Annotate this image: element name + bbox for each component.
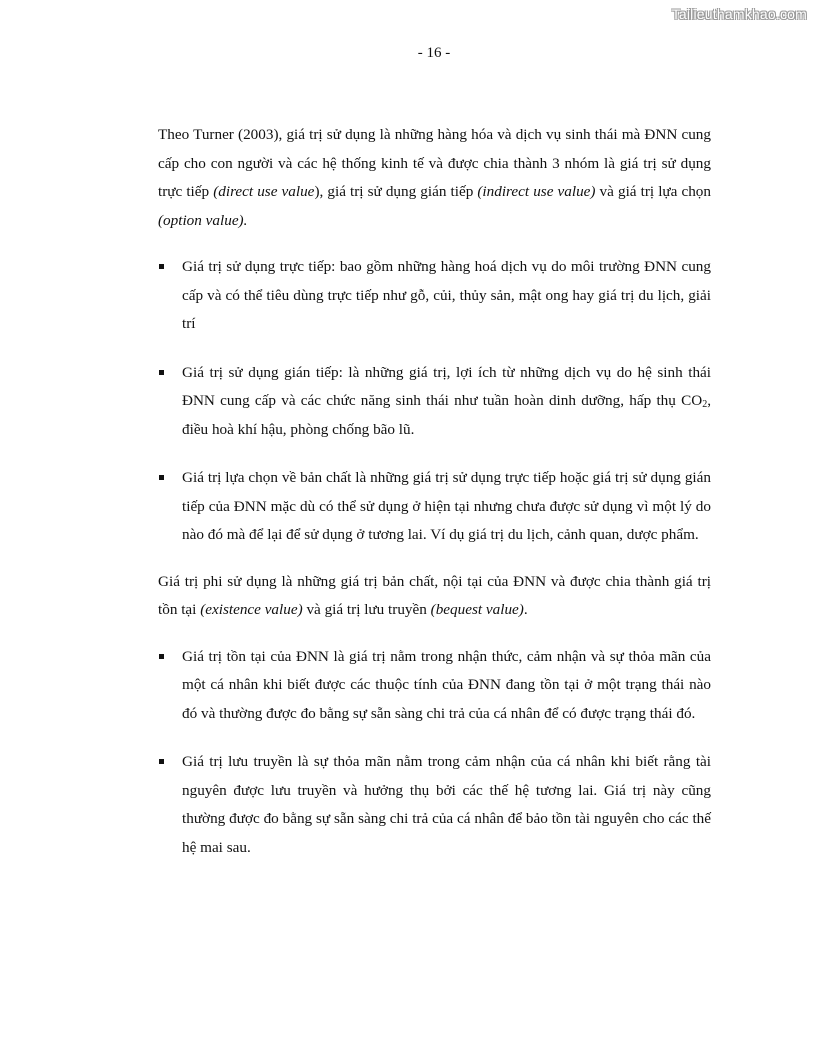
square-bullet-icon — [159, 370, 164, 375]
nonuse-paragraph — [158, 568, 711, 625]
intro-italic-1: (direct use value — [213, 183, 315, 200]
nonuse-text-2: và giá trị lưu truyền — [302, 601, 431, 618]
list-item-text: Giá trị sử dụng trực tiếp: bao gồm những hàng hoá dịch vụ do môi trường ĐNN cung cấp và có thể tiêu dùng trực tiếp như gỗ, củi, thủy sản, mật ong hay giá trị du lịch, giải trí — [182, 258, 711, 332]
intro-italic-3: (option value). — [158, 211, 248, 229]
watermark: Tailieuthamkhao.com — [671, 6, 807, 22]
intro-italic-2: (indirect use value) — [477, 183, 596, 200]
intro-text-1: Theo Turner (2003), giá trị sử dụng là những hàng hóa và dịch vụ sinh thái mà ĐNN cung cấp cho con người và các hệ thống kinh tế và được chia thành 3 nhóm là giá trị sử dụng trực tiếp — [158, 126, 711, 200]
nonuse-text-3: . — [523, 601, 528, 618]
list-item-text: Giá trị lựa chọn về bản chất là những giá trị sử dụng trực tiếp hoặc giá trị sử dụng gián tiếp của ĐNN mặc dù có thể sử dụng ở hiện tại nhưng chưa được sử dụng vì một lý do nào đó mà để lại để sử dụng ở tương lai. Ví dụ giá trị du lịch, cảnh quan, dược phẩm. — [182, 469, 711, 543]
list-item — [158, 359, 711, 445]
nonuse-italic-1: (existence value) — [200, 601, 303, 618]
square-bullet-icon — [159, 264, 164, 269]
document-body — [158, 121, 711, 862]
nonuse-italic-2: (bequest value) — [430, 601, 524, 618]
list-item — [158, 643, 711, 729]
nonuse-value-list — [158, 643, 711, 863]
list-item — [158, 748, 711, 862]
intro-paragraph — [158, 121, 711, 235]
list-item-text-end: , điều hoà khí hậu, phòng chống bão lũ. — [182, 392, 711, 438]
square-bullet-icon — [159, 475, 164, 480]
square-bullet-icon — [159, 759, 164, 764]
list-item-text: Giá trị tồn tại của ĐNN là giá trị nằm trong nhận thức, cảm nhận và sự thỏa mãn của một cá nhân khi biết được các thuộc tính của ĐNN đang tồn tại ở một trạng thái nào đó và thường được đo bằng sự sẵn sàng chi trả của cá nhân để có được trạng thái đó. — [182, 647, 711, 722]
page-number: - 16 - — [417, 45, 451, 61]
use-value-list — [158, 253, 711, 550]
list-item — [158, 253, 711, 339]
list-item-text: Giá trị lưu truyền là sự thỏa mãn nằm trong cảm nhận của cá nhân khi biết rằng tài nguyên được lưu truyền và hưởng thụ bởi các thế hệ tương lai. Giá trị này cũng thường được đo bằng sự sẵn sàng chi trả của cá nhân để bảo tồn tài nguyên cho các thế hệ mai sau. — [182, 753, 711, 856]
intro-text-3: và giá trị lựa chọn — [595, 183, 711, 200]
nonuse-text-1: Giá trị phi sử dụng là những giá trị bản chất, nội tại của ĐNN và được chia thành giá trị tồn tại — [158, 572, 711, 618]
subscript: 2 — [702, 399, 708, 410]
list-item — [158, 464, 711, 550]
intro-text-2: ), giá trị sử dụng gián tiếp — [314, 183, 478, 200]
square-bullet-icon — [159, 654, 164, 659]
list-item-text: Giá trị sử dụng gián tiếp: là những giá trị, lợi ích từ những dịch vụ do hệ sinh thái ĐNN cung cấp và các chức năng sinh thái như tuần hoàn dinh dưỡng, hấp thụ CO — [182, 363, 711, 409]
